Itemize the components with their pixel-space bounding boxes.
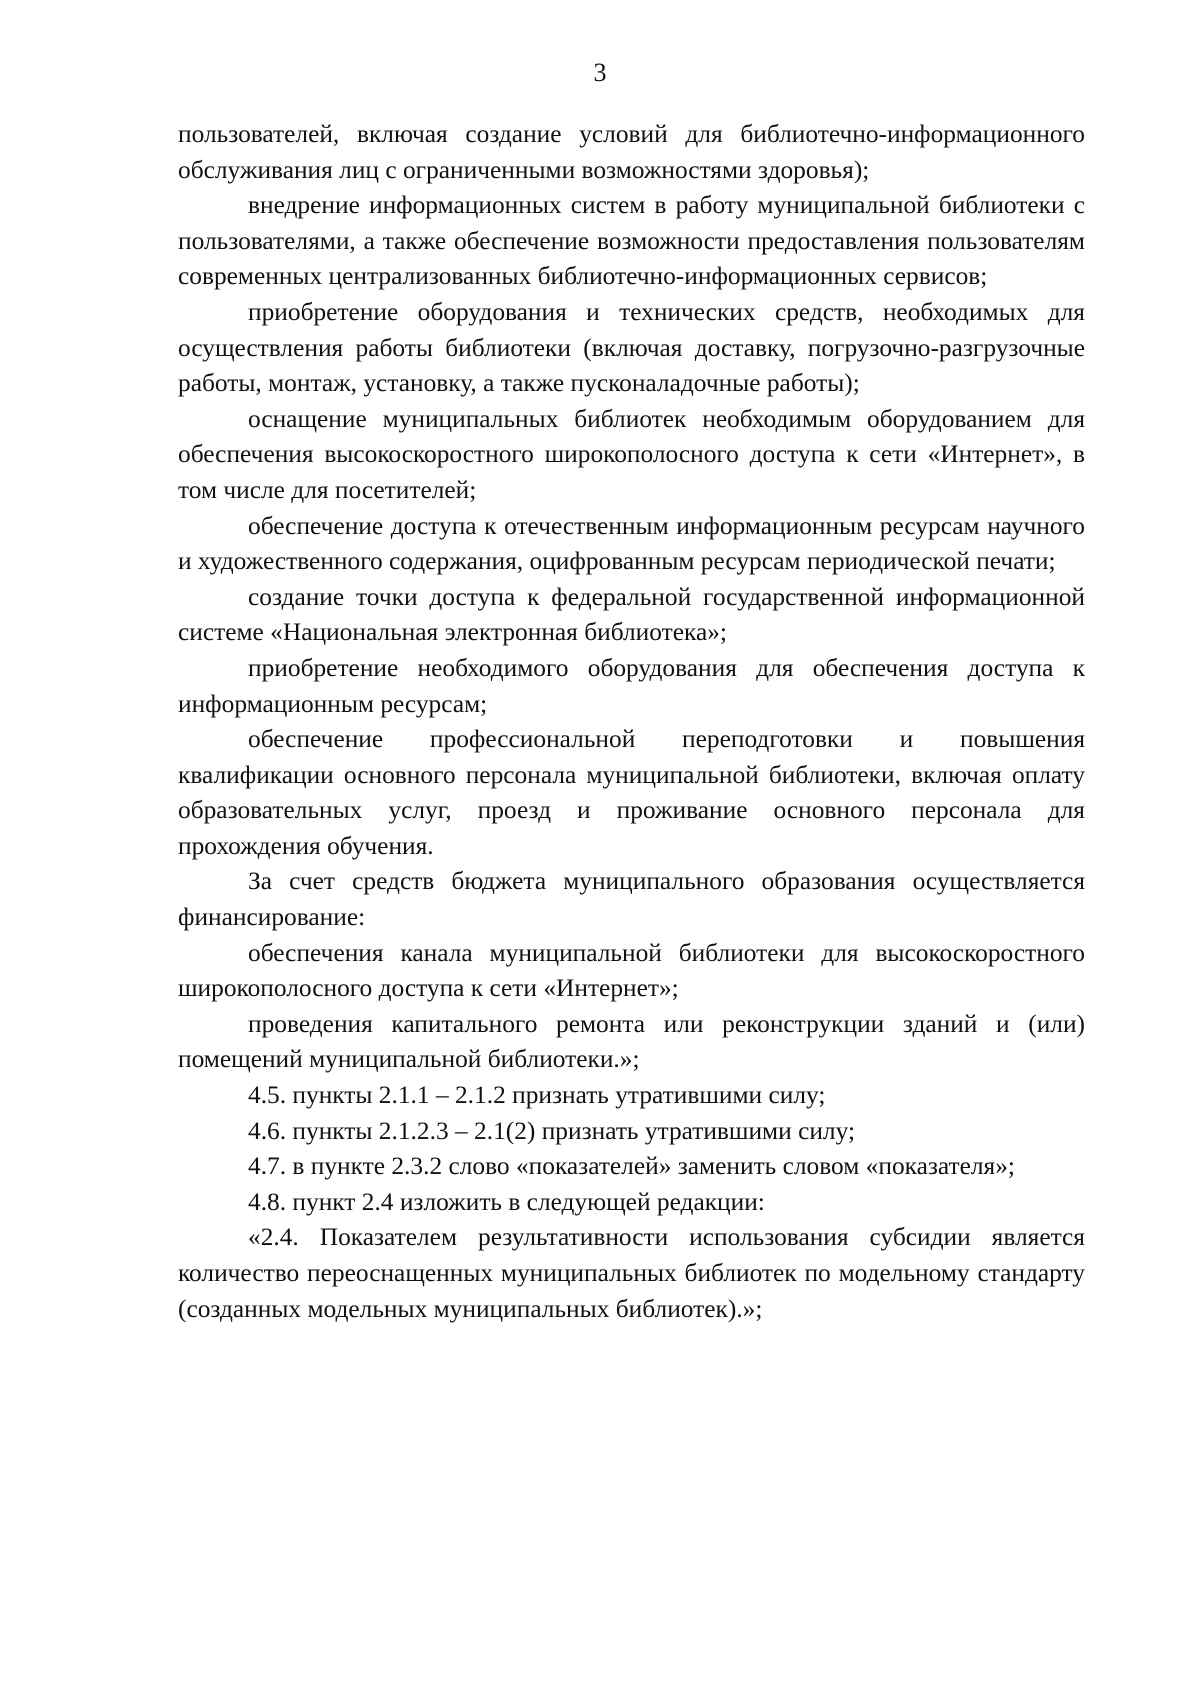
paragraph-2: внедрение информационных систем в работу муниципальной библиотеки с пользователями, а также обеспечение возможности предоставления пользователям современных централизованных библиотечно-информационных сервисов;: [178, 191, 1085, 291]
paragraph-1: пользователей, включая создание условий для библиотечно-информационного обслуживания лиц с ограниченными возможностями здоровья);: [178, 120, 1085, 184]
paragraph-14: 4.7. в пункте 2.3.2 слово «показателей» заменить словом «показателя»;: [248, 1152, 1015, 1181]
paragraph-7: приобретение необходимого оборудования для обеспечения доступа к информационным ресурсам;: [178, 653, 1085, 718]
paragraph-15: 4.8. пункт 2.4 изложить в следующей редакции:: [248, 1187, 765, 1216]
paragraph-11: проведения капитального ремонта или реконструкции зданий и (или) помещений муниципальной библиотеки.»;: [178, 1009, 1085, 1074]
paragraph-13: 4.6. пункты 2.1.2.3 – 2.1(2) признать утратившими силу;: [248, 1116, 856, 1145]
paragraph-10: обеспечения канала муниципальной библиотеки для высокоскоростного широкополосного доступа к сети «Интернет»;: [178, 938, 1085, 1003]
document-body: [178, 117, 1085, 1327]
page-number: 3: [593, 58, 607, 87]
paragraph-16: «2.4. Показателем результативности использования субсидии является количество переоснащенных муниципальных библиотек по модельному стандарту (созданных модельных муниципальных библиотек).»;: [178, 1223, 1085, 1323]
paragraph-4: оснащение муниципальных библиотек необходимым оборудованием для обеспечения высокоскоростного широкополосного доступа к сети «Интернет», в том числе для посетителей;: [178, 404, 1085, 504]
paragraph-3: приобретение оборудования и технических средств, необходимых для осуществления работы библиотеки (включая доставку, погрузочно-разгрузочные работы, монтаж, установку, а также пусконаладочные работы);: [178, 297, 1085, 398]
paragraph-8: обеспечение профессиональной переподготовки и повышения квалификации основного персонала муниципальной библиотеки, включая оплату образовательных услуг, проезд и проживание основного персонала для прохождения обучения.: [178, 725, 1085, 860]
paragraph-9: За счет средств бюджета муниципального образования осуществляется финансирование:: [178, 867, 1085, 932]
paragraph-6: создание точки доступа к федеральной государственной информационной системе «Национальная электронная библиотека»;: [178, 582, 1085, 647]
paragraph-5: обеспечение доступа к отечественным информационным ресурсам научного и художественного содержания, оцифрованным ресурсам периодической печати;: [178, 511, 1085, 576]
paragraph-12: 4.5. пункты 2.1.1 – 2.1.2 признать утратившими силу;: [248, 1081, 826, 1110]
